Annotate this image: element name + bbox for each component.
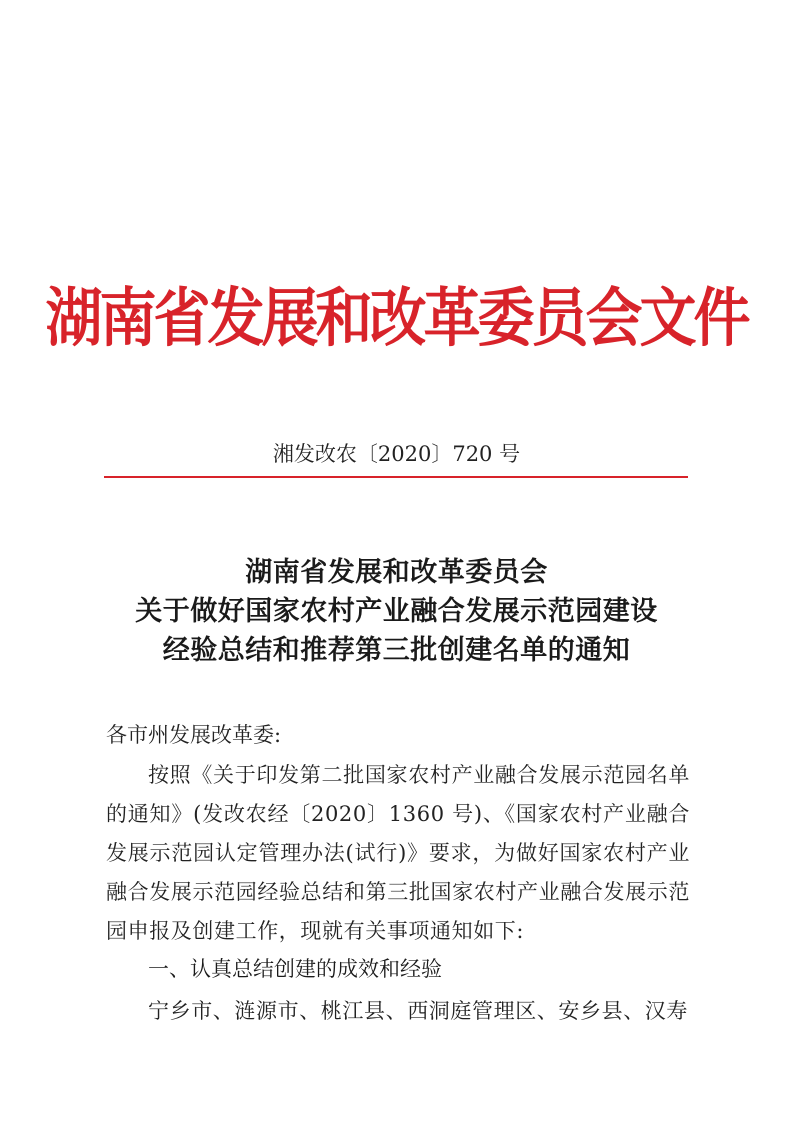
body-paragraph-1: 按照《关于印发第二批国家农村产业融合发展示范园名单的通知》(发改农经〔2020〕1360 号)、《国家农村产业融合发展示范园认定管理办法(试行)》要求，为做好国家农村产业融合发展示范园经验总结和第三批国家农村产业融合发展示范园申报及创建工作，现就有关事项通知如下: — [106, 763, 690, 943]
red-separator-line — [104, 476, 688, 478]
body-paragraph-2: 宁乡市、涟源市、桃江县、西洞庭管理区、安乡县、汉寿 — [148, 999, 688, 1023]
document-number: 湘发改农〔2020〕720 号 — [272, 442, 521, 466]
document-title — [0, 553, 793, 670]
section-heading-1: 一、认真总结创建的成效和经验 — [148, 957, 442, 981]
title-line-1: 湖南省发展和改革委员会 — [245, 557, 548, 588]
title-line-3: 经验总结和推荐第三批创建名单的通知 — [162, 635, 631, 666]
document-masthead: 湖南省发展和改革委员会文件 — [45, 281, 748, 356]
salutation: 各市州发展改革委: — [106, 723, 282, 747]
title-line-2: 关于做好国家农村产业融合发展示范园建设 — [135, 596, 658, 627]
